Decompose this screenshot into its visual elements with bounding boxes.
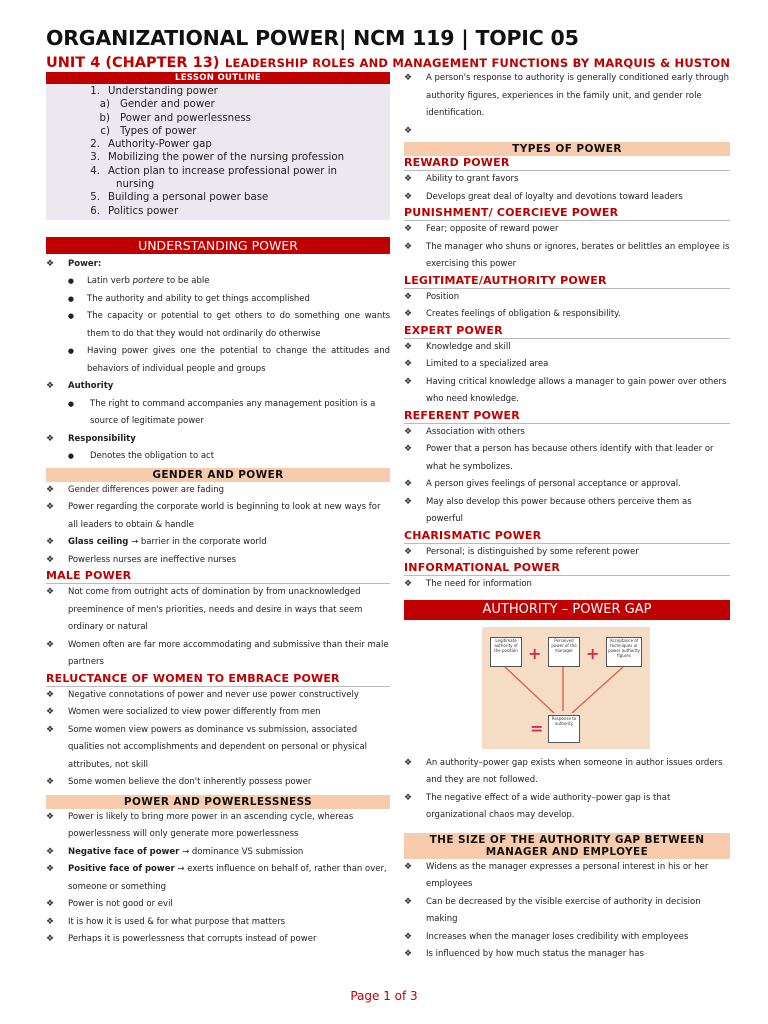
dot-bullet-icon: ● [67,294,74,303]
responsibility-label: Responsibility [68,433,136,444]
diamond-bullet-icon: ❖ [46,433,55,444]
lesson-outline [46,84,390,220]
text-part: Latin verb [87,276,133,287]
plus-icon: + [528,643,542,663]
page-subtitle [46,52,730,71]
power-item [46,343,390,378]
dot-bullet-icon: ● [67,312,74,321]
list-item [404,356,730,374]
diamond-bullet-icon: ❖ [46,916,55,927]
diamond-bullet-icon: ❖ [46,846,55,857]
page-title: ORGANIZATIONAL POWER| NCM 119 | TOPIC 05 [46,26,579,50]
gender-power-heading: GENDER AND POWER [46,468,390,482]
responsibility-text: Denotes the obligation to act [90,451,215,462]
outline-text: nursing [116,179,155,191]
outline-number: 2. [90,139,100,151]
legitimate-power-heading: LEGITIMATE/AUTHORITY POWER [404,274,730,289]
outline-item [46,165,390,178]
diamond-bullet-icon: ❖ [404,241,413,252]
diamond-bullet-icon: ❖ [404,73,413,83]
emphasis-text: portere [132,276,164,287]
diamond-bullet-icon: ❖ [404,949,413,959]
item-text: Power is not good or evil [68,899,173,910]
outline-item [46,178,390,191]
list-item [404,374,730,409]
outline-text: Building a personal power base [108,192,269,204]
arrow-line [572,667,623,713]
diamond-bullet-icon: ❖ [404,546,413,557]
glass-ceiling-text: → barrier in the corporate world [128,537,267,548]
list-item [404,221,730,239]
diamond-bullet-icon: ❖ [46,724,55,735]
diamond-bullet-icon: ❖ [404,861,413,872]
referent-power-heading: REFERENT POWER [404,409,730,424]
diamond-bullet-icon: ❖ [404,376,413,387]
charismatic-power-heading: CHARISMATIC POWER [404,529,730,544]
responsibility-item [46,448,390,466]
outline-text: Authority-Power gap [108,139,212,151]
item-text: Can be decreased by the visible exercise of authority in decision making [426,896,701,924]
types-of-power-heading: TYPES OF POWER [404,142,730,156]
list-item [404,189,730,207]
diamond-bullet-icon: ❖ [404,291,413,302]
list-item [46,687,390,705]
list-item [404,441,730,476]
outline-text: Power and powerlessness [120,112,251,124]
item-text: Perhaps it is powerlessness that corrupts instead of power [68,934,317,945]
list-item [404,306,730,324]
outline-item [46,151,390,164]
dot-bullet-icon: ● [67,277,74,286]
diamond-bullet-icon: ❖ [46,639,55,650]
diamond-bullet-icon: ❖ [404,444,413,454]
book-label: LEADERSHIP ROLES AND MANAGEMENT FUNCTIONS BY MARQUIS & HUSTON [225,56,731,70]
unit-label: UNIT 4 (CHAPTER 13) [46,55,220,71]
text-part: The authority and ability to get things accomplished [87,293,310,304]
item-text [87,273,390,291]
informational-power-heading: INFORMATIONAL POWER [404,561,730,576]
list-item [404,289,730,307]
list-item [404,946,730,964]
male-items [46,584,390,672]
item-text: Creates feelings of obligation & responsibility. [426,309,621,319]
item-text: The need for information [426,579,532,589]
outline-item [46,138,390,151]
power-item [46,308,390,343]
figure-box-response: Response to authority [548,715,580,743]
list-item [46,552,390,570]
list-item [46,896,390,914]
list-item [46,584,390,637]
item-text: Power regarding the corporate world is beginning to look at new ways for all leaders to obtain & handle [68,502,381,530]
item-text: Women were socialized to view power differently from men [68,707,321,718]
dot-bullet-icon: ● [67,452,74,461]
diamond-bullet-icon: ❖ [46,689,55,700]
negative-face-text: → dominance VS submission [179,846,304,857]
item-text: Not come from outright acts of domination by from unacknowledged preeminence of men's priorities, needs and desire in ways that seem ordinary or natural [68,587,363,633]
referent-items [404,424,730,529]
power-items [46,273,390,378]
item-text: A person's response to authority is generally conditioned early through authority figures, experiences in the family unit, and gender role identification. [426,73,730,118]
list-item [404,70,730,123]
outline-number: 4. [90,165,100,177]
power-label-row [46,256,390,274]
diamond-bullet-icon: ❖ [404,792,413,803]
figure-box-acceptance: Acceptance of techniques or power authority figures [606,637,642,667]
powerless-items [46,896,390,949]
legitimate-items [404,289,730,324]
text-part: The capacity or potential to get others to do something one wants them to do that they would not ordinarily do otherwise [87,311,390,339]
list-item [404,929,730,947]
diamond-bullet-icon: ❖ [46,484,55,495]
diamond-bullet-icon: ❖ [46,811,55,822]
item-text: Powerless nurses are ineffective nurses [68,554,237,565]
positive-face-label: Positive face of power [68,864,175,875]
item-text: Ability to grant favors [426,174,519,184]
outline-item [46,98,390,111]
item-text: Increases when the manager loses credibility with employees [426,931,689,942]
power-item [46,291,390,309]
list-item [404,171,730,189]
list-item [404,544,730,562]
authority-gap-figure [482,627,650,749]
charismatic-items [404,544,730,562]
item-text: A person gives feelings of personal acceptance or approval. [426,479,681,489]
understanding-power-heading: UNDERSTANDING POWER [46,237,390,254]
list-item [46,774,390,792]
item-text: The negative effect of a wide authority–power gap is that organizational chaos may develop. [426,792,671,820]
diamond-bullet-icon: ❖ [404,125,413,136]
item-text: The manager who shuns or ignores, berates or belittles an employee is exercising this power [426,241,730,269]
diamond-bullet-icon: ❖ [46,258,55,269]
item-text: May also develop this power because others perceive them as powerful [426,496,692,524]
outline-number: b) [99,112,110,124]
list-item [404,494,730,529]
diamond-bullet-icon: ❖ [46,934,55,945]
list-item [404,239,730,274]
diamond-bullet-icon: ❖ [404,426,413,437]
page-number: Page 1 of 3 [350,989,418,1003]
gender-items [46,482,390,570]
item-text: Gender differences power are fading [68,484,224,495]
item-text: It is how it is used & for what purpose that matters [68,916,286,927]
item-text: Knowledge and skill [426,341,511,352]
item-text: Personal; is distinguished by some referent power [426,546,639,557]
diamond-bullet-icon: ❖ [46,864,55,875]
outline-item [46,191,390,204]
item-text [87,291,390,309]
diamond-bullet-icon: ❖ [404,479,413,489]
item-text: An authority–power gap exists when someone in author issues orders and they are not followed. [426,757,723,785]
outline-number: 6. [90,205,100,217]
authority-gap-size-heading: THE SIZE OF THE AUTHORITY GAP BETWEEN MANAGER AND EMPLOYEE [404,833,730,859]
right-column [404,70,730,964]
item-text: Some women view powers as dominance vs submission, associated qualities not accomplishments and dependent on personal or physical attributes, not skill [68,724,368,770]
responsibility-label-row [46,431,390,449]
reluctance-heading: RELUCTANCE OF WOMEN TO EMBRACE POWER [46,672,390,687]
outline-item [46,112,390,125]
diamond-bullet-icon: ❖ [404,757,413,768]
diamond-bullet-icon: ❖ [46,537,55,548]
expert-power-heading: EXPERT POWER [404,324,730,339]
outline-item [46,85,390,98]
item-text: Negative connotations of power and never use power constructively [68,689,359,700]
left-column [46,72,390,949]
diamond-bullet-icon: ❖ [46,777,55,788]
reluctance-items [46,687,390,792]
item-text [87,308,390,343]
item-text: Limited to a specialized area [426,359,549,369]
item-text: Power is likely to bring more power in an ascending cycle, whereas powerlessness will only generate more powerlessness [68,811,354,840]
diamond-bullet-icon: ❖ [46,554,55,565]
authority-power-gap-heading: AUTHORITY – POWER GAP [404,600,730,620]
authority-text: The right to command accompanies any management position is a source of legitimate power [90,398,376,427]
outline-text: Politics power [108,205,179,217]
outline-item [46,125,390,138]
size-items [404,859,730,964]
diamond-bullet-icon: ❖ [46,502,55,513]
punishment-items [404,221,730,274]
item-text: Fear; opposite of reward power [426,224,559,234]
outline-text: Gender and power [120,99,215,111]
item-text: Position [426,291,460,302]
list-item [46,914,390,932]
diamond-bullet-icon: ❖ [404,496,413,507]
outline-item [46,205,390,218]
outline-number: 3. [90,152,100,164]
outline-text: Types of power [120,125,197,137]
diamond-bullet-icon: ❖ [404,341,413,352]
figure-box-perceived: Perceived power of the manager [548,637,580,667]
male-power-heading: MALE POWER [46,569,390,584]
empty-list-item [404,123,730,141]
expert-items [404,339,730,409]
punishment-power-heading: PUNISHMENT/ COERCIEVE POWER [404,206,730,221]
lesson-outline-heading: LESSON OUTLINE [46,72,390,84]
list-item [404,424,730,442]
item-text: Power that a person has because others identify with that leader or what he symbolizes. [426,444,714,472]
diamond-bullet-icon: ❖ [46,381,55,392]
item-text: Some women believe the don't inherently possess power [68,777,312,788]
reward-items [404,171,730,206]
arrow-line [505,667,554,713]
outline-number: 1. [90,86,100,97]
diamond-bullet-icon: ❖ [46,707,55,718]
item-text [87,343,390,378]
list-item [404,859,730,894]
item-text: Develops great deal of loyalty and devotions toward leaders [426,191,683,202]
list-item [46,499,390,534]
list-item [404,894,730,929]
power-item [46,273,390,291]
positive-face-text: → exerts influence on behalf of, rather than over, someone or something [68,864,387,892]
authority-item [46,396,390,431]
list-item [46,844,390,862]
outline-text: Mobilizing the power of the nursing profession [108,152,345,164]
list-item [46,861,390,896]
diamond-bullet-icon: ❖ [404,579,413,589]
diamond-bullet-icon: ❖ [404,191,413,202]
glass-ceiling-label: Glass ceiling [68,537,129,548]
list-item [46,722,390,775]
dot-bullet-icon: ● [67,347,74,356]
item-text: Having critical knowledge allows a manager to gain power over others who need knowledge. [426,376,727,404]
negative-face-label: Negative face of power [68,846,180,857]
list-item [404,576,730,594]
item-text: Widens as the manager expresses a personal interest in his or her employees [426,861,709,889]
reward-power-heading: REWARD POWER [404,156,730,171]
list-item [46,637,390,672]
list-item [404,790,730,825]
informational-items [404,576,730,594]
diamond-bullet-icon: ❖ [46,587,55,598]
list-item [404,476,730,494]
list-item [46,809,390,844]
list-item [46,534,390,552]
authority-label: Authority [68,381,114,392]
figure-box-legitimate: Legitimate authority of the position [490,637,522,667]
diamond-bullet-icon: ❖ [404,174,413,184]
diamond-bullet-icon: ❖ [404,224,413,234]
list-item [46,931,390,949]
diamond-bullet-icon: ❖ [404,359,413,369]
outline-text: Action plan to increase professional power in [108,165,337,177]
outline-text: Understanding power [108,86,218,97]
item-text: Women often are far more accommodating and submissive than their male partners [68,639,389,668]
list-item [404,339,730,357]
text-part: to be able [163,276,210,287]
diamond-bullet-icon: ❖ [46,899,55,910]
diamond-bullet-icon: ❖ [404,896,413,907]
diamond-bullet-icon: ❖ [404,931,413,942]
authority-label-row [46,378,390,396]
list-item [404,755,730,790]
item-text: Association with others [426,426,525,437]
gap-items [404,755,730,825]
list-item [46,704,390,722]
dot-bullet-icon: ● [67,399,74,408]
plus-icon: + [586,643,600,663]
item-text: Is influenced by how much status the manager has [426,949,644,959]
power-powerlessness-heading: POWER AND POWERLESSNESS [46,795,390,809]
text-part: Having power gives one the potential to change the attitudes and behaviors of individual people and groups [87,346,390,374]
outline-number: c) [100,125,110,137]
power-label: Power: [68,258,102,269]
diamond-bullet-icon: ❖ [404,309,413,319]
outline-number: 5. [90,192,100,204]
equals-icon: = [530,718,544,738]
outline-number: a) [99,99,110,111]
list-item [46,482,390,500]
